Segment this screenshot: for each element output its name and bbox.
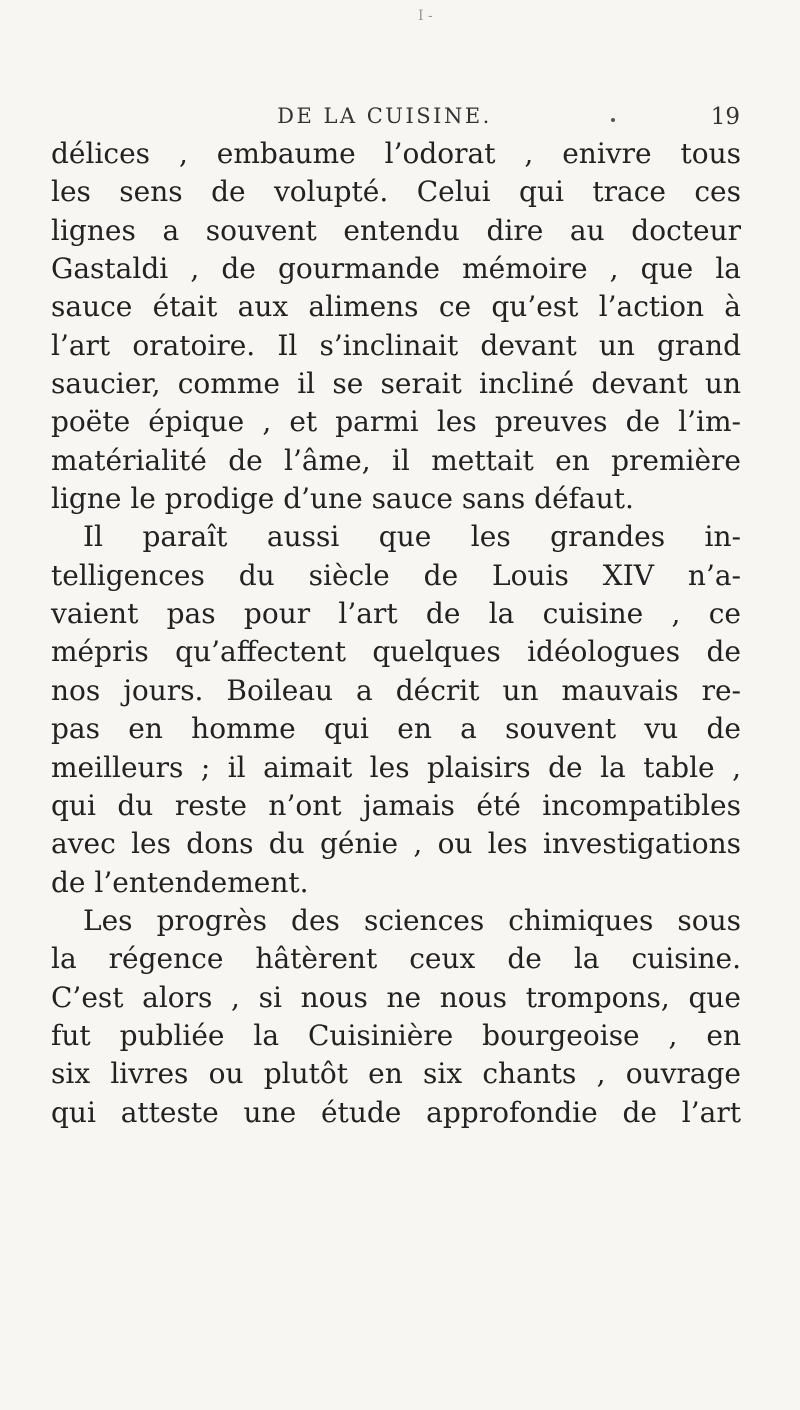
text-line: qui atteste une étude approfondie de l’art xyxy=(51,1095,741,1129)
text-line: nos jours. Boileau a décrit un mauvais re- xyxy=(51,673,741,707)
text-line: matérialité de l’âme, il mettait en première xyxy=(51,443,741,477)
text-line: l’art oratoire. Il s’inclinait devant un grand xyxy=(51,328,741,362)
text-line: ligne le prodige d’une sauce sans défaut. xyxy=(51,482,634,516)
text-line: sauce était aux alimens ce qu’est l’action à xyxy=(51,290,741,324)
body-text xyxy=(51,135,741,1132)
page-number: 19 xyxy=(710,104,740,130)
text-line: de l’entendement. xyxy=(51,865,309,899)
text-line: C’est alors , si nous ne nous trompons, que xyxy=(51,980,741,1014)
text-line: lignes a souvent entendu dire au docteur xyxy=(51,213,741,247)
text-line: six livres ou plutôt en six chants , ouvrage xyxy=(51,1057,741,1091)
text-line: avec les dons du génie , ou les investigations xyxy=(51,827,741,861)
running-head-title: DE LA CUISINE. xyxy=(277,104,492,128)
text-line: délices , embaume l’odorat , enivre tous xyxy=(51,137,741,170)
text-line: pas en homme qui en a souvent vu de xyxy=(51,712,741,746)
running-head-dot xyxy=(611,118,615,122)
text-line: les sens de volupté. Celui qui trace ces xyxy=(51,175,741,209)
top-mark: I - xyxy=(418,8,433,24)
text-line: meilleurs ; il aimait les plaisirs de la table , xyxy=(51,750,741,784)
text-line: Il paraît aussi que les grandes in- xyxy=(83,520,741,554)
text-line: vaient pas pour l’art de la cuisine , ce xyxy=(51,597,741,631)
text-line: fut publiée la Cuisinière bourgeoise , en xyxy=(51,1018,741,1052)
text-line: qui du reste n’ont jamais été incompatibles xyxy=(51,788,741,822)
text-line: Les progrès des sciences chimiques sous xyxy=(83,903,741,937)
text-line: la régence hâtèrent ceux de la cuisine. xyxy=(51,942,741,976)
running-head xyxy=(99,104,740,134)
text-line: saucier, comme il se serait incliné devant un xyxy=(51,367,741,401)
text-line: telligences du siècle de Louis XIV n’a- xyxy=(51,558,741,592)
text-line: Gastaldi , de gourmande mémoire , que la xyxy=(51,252,741,286)
text-line: poëte épique , et parmi les preuves de l’im- xyxy=(51,405,741,439)
text-line: mépris qu’affectent quelques idéologues de xyxy=(51,635,741,669)
